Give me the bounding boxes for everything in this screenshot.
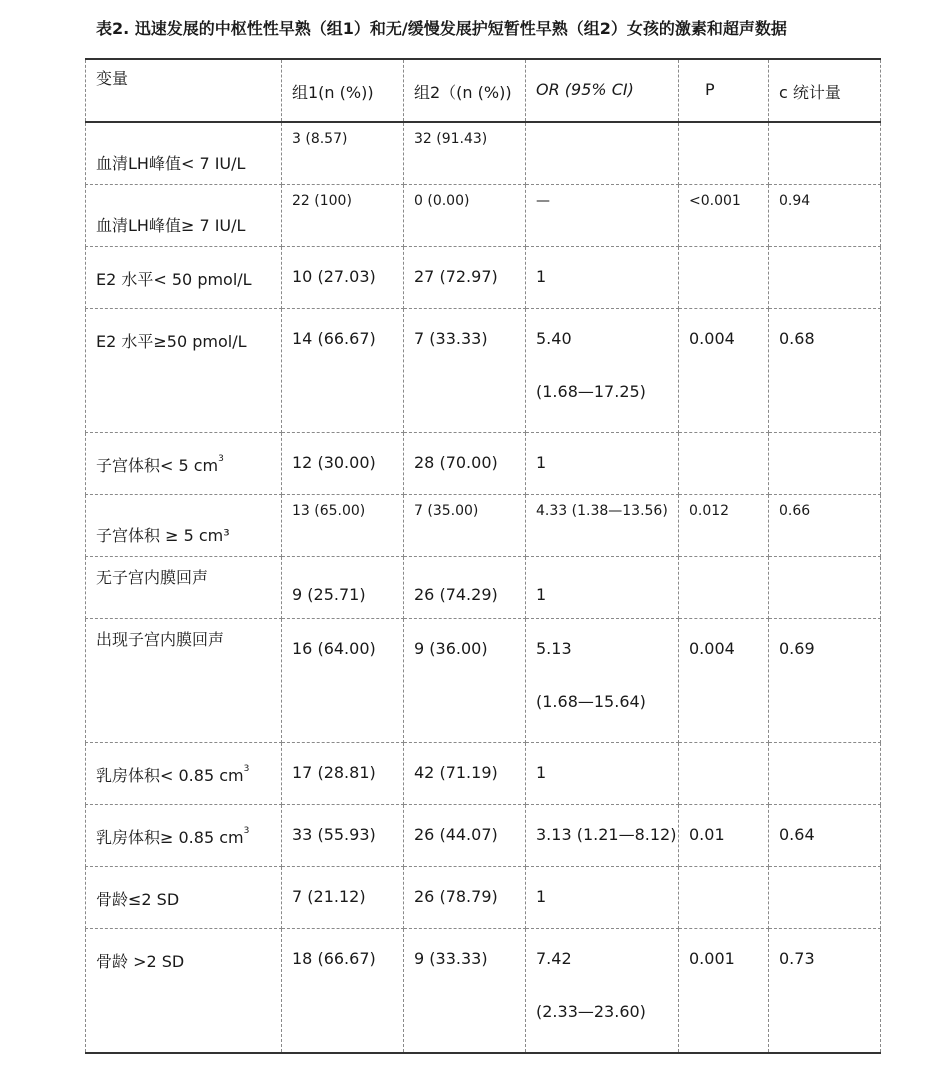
cell-group2: 26 (74.29) — [404, 557, 526, 619]
cell-variable: 血清LH峰值< 7 IU/L — [86, 122, 282, 185]
cell-group1: 12 (30.00) — [282, 433, 404, 495]
cell-group2: 26 (44.07) — [404, 805, 526, 867]
cell-c: 0.69 — [769, 619, 881, 743]
table-row — [86, 122, 881, 185]
cell-group2: 28 (70.00) — [404, 433, 526, 495]
cell-c — [769, 743, 881, 805]
cell-group1: 10 (27.03) — [282, 247, 404, 309]
table-row — [86, 309, 881, 433]
cell-p: <0.001 — [679, 185, 769, 247]
cell-group2: 42 (71.19) — [404, 743, 526, 805]
cell-c: 0.64 — [769, 805, 881, 867]
cell-p: 0.01 — [679, 805, 769, 867]
cell-or: 4.33 (1.38—13.56) — [526, 495, 679, 557]
cell-p: 0.012 — [679, 495, 769, 557]
table-row — [86, 247, 881, 309]
cell-or — [526, 122, 679, 185]
cell-group1: 14 (66.67) — [282, 309, 404, 433]
cell-variable: 骨龄 >2 SD — [86, 929, 282, 1054]
cell-c: 0.68 — [769, 309, 881, 433]
cell-or: 7.42 (2.33—23.60) — [526, 929, 679, 1054]
cell-variable: 骨龄≤2 SD — [86, 867, 282, 929]
cell-p — [679, 247, 769, 309]
cell-group1: 22 (100) — [282, 185, 404, 247]
header-or: OR (95% CI) — [526, 59, 679, 122]
cell-p: 0.004 — [679, 619, 769, 743]
superscript: 3 — [218, 454, 224, 464]
cell-group1: 18 (66.67) — [282, 929, 404, 1054]
table-row — [86, 743, 881, 805]
cell-group2: 0 (0.00) — [404, 185, 526, 247]
cell-c — [769, 557, 881, 619]
cell-group1: 33 (55.93) — [282, 805, 404, 867]
cell-variable: 乳房体积< 0.85 $cm^3$ — [86, 743, 282, 805]
table-row — [86, 557, 881, 619]
header-p: P — [679, 59, 769, 122]
cell-group1: 7 (21.12) — [282, 867, 404, 929]
cell-group2: 32 (91.43) — [404, 122, 526, 185]
cell-variable: 血清LH峰值≥ 7 IU/L — [86, 185, 282, 247]
table-row — [86, 867, 881, 929]
cell-c: 0.66 — [769, 495, 881, 557]
cell-group1: 17 (28.81) — [282, 743, 404, 805]
cell-c: 0.73 — [769, 929, 881, 1054]
cell-p: 0.001 — [679, 929, 769, 1054]
cell-c — [769, 867, 881, 929]
cell-group2: 27 (72.97) — [404, 247, 526, 309]
cell-or: 5.40 (1.68—17.25) — [526, 309, 679, 433]
cell-or: — — [526, 185, 679, 247]
table-row — [86, 495, 881, 557]
cell-or: 1 — [526, 557, 679, 619]
cell-group2: 26 (78.79) — [404, 867, 526, 929]
cell-p — [679, 433, 769, 495]
cell-group1: 16 (64.00) — [282, 619, 404, 743]
cell-group1: 13 (65.00) — [282, 495, 404, 557]
cell-p — [679, 122, 769, 185]
header-group2: 组2（(n (%)) — [404, 59, 526, 122]
cell-c — [769, 247, 881, 309]
cell-variable: E2 水平≥50 pmol/L — [86, 309, 282, 433]
cell-or: 1 — [526, 867, 679, 929]
cell-group2: 9 (36.00) — [404, 619, 526, 743]
superscript: 3 — [243, 764, 250, 774]
cell-or: 1 — [526, 433, 679, 495]
cell-variable: 出现子宫内膜回声 — [86, 619, 282, 743]
cell-or: 5.13 (1.68—15.64) — [526, 619, 679, 743]
table-row — [86, 805, 881, 867]
cell-p — [679, 743, 769, 805]
cell-variable: 子宫体积< 5 $cm^3$ — [86, 433, 282, 495]
cell-group2: 9 (33.33) — [404, 929, 526, 1054]
cell-group1: 3 (8.57) — [282, 122, 404, 185]
cell-group2: 7 (35.00) — [404, 495, 526, 557]
cell-group2: 7 (33.33) — [404, 309, 526, 433]
cell-variable: 无子宫内膜回声 — [86, 557, 282, 619]
cell-p — [679, 557, 769, 619]
cell-c — [769, 433, 881, 495]
cell-or: 1 — [526, 247, 679, 309]
table-title: 表2. 迅速发展的中枢性性早熟（组1）和无/缓慢发展护短暂性早熟（组2）女孩的激素和超声数据 — [96, 19, 787, 38]
header-c-stat: c 统计量 — [769, 59, 881, 122]
cell-variable: 子宫体积 ≥ 5 cm³ — [86, 495, 282, 557]
header-row — [86, 59, 881, 122]
cell-c — [769, 122, 881, 185]
table-row — [86, 619, 881, 743]
cell-variable: 乳房体积≥ 0.85 $cm^3$ — [86, 805, 282, 867]
header-group1: 组1(n (%)) — [282, 59, 404, 122]
header-variable: 变量 — [86, 59, 282, 122]
cell-p: 0.004 — [679, 309, 769, 433]
cell-group1: 9 (25.71) — [282, 557, 404, 619]
cell-or: 1 — [526, 743, 679, 805]
table-row — [86, 433, 881, 495]
cell-variable: E2 水平< 50 pmol/L — [86, 247, 282, 309]
table-row — [86, 185, 881, 247]
superscript: 3 — [243, 826, 250, 836]
table-row — [86, 929, 881, 1054]
cell-c: 0.94 — [769, 185, 881, 247]
cell-p — [679, 867, 769, 929]
cell-or: 3.13 (1.21—8.12) — [526, 805, 679, 867]
data-table — [85, 58, 881, 1054]
